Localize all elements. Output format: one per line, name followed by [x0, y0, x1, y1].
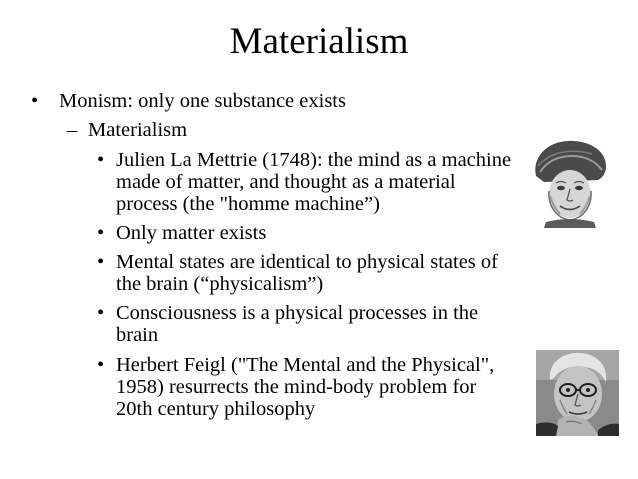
level2-dash-marker: –	[67, 119, 78, 141]
slide-title: Materialism	[229, 21, 409, 62]
level3-bullet-marker: •	[97, 251, 105, 273]
feigl-portrait-image	[536, 350, 619, 436]
only-matter-line: Only matter exists	[116, 222, 267, 244]
level1-bullet-text: Monism: only one substance exists	[59, 90, 346, 112]
level3-bullet-marker: •	[97, 222, 105, 244]
level3-bullet-marker: •	[97, 354, 105, 376]
feigl-line-2: 1958) resurrects the mind-body problem for	[116, 376, 477, 398]
consciousness-line-1: Consciousness is a physical processes in the	[116, 302, 479, 324]
level3-bullet-marker: •	[97, 302, 105, 324]
feigl-line-3: 20th century philosophy	[116, 398, 316, 420]
feigl-line-1: Herbert Feigl ("The Mental and the Physical",	[116, 354, 495, 376]
level3-bullet-marker: •	[97, 149, 105, 171]
lamettrie-line-1: Julien La Mettrie (1748): the mind as a machine	[116, 149, 512, 171]
lamettrie-line-2: made of matter, and thought as a material	[116, 171, 456, 193]
mental-states-line-1: Mental states are identical to physical states of	[116, 251, 498, 273]
lamettrie-portrait-image	[530, 136, 610, 228]
consciousness-line-2: brain	[116, 324, 159, 346]
level2-bullet-text: Materialism	[88, 119, 188, 141]
lamettrie-line-3: process (the "homme machine”)	[116, 193, 380, 215]
level1-bullet-marker: •	[31, 90, 39, 112]
mental-states-line-2: the brain (“physicalism”)	[116, 273, 324, 295]
